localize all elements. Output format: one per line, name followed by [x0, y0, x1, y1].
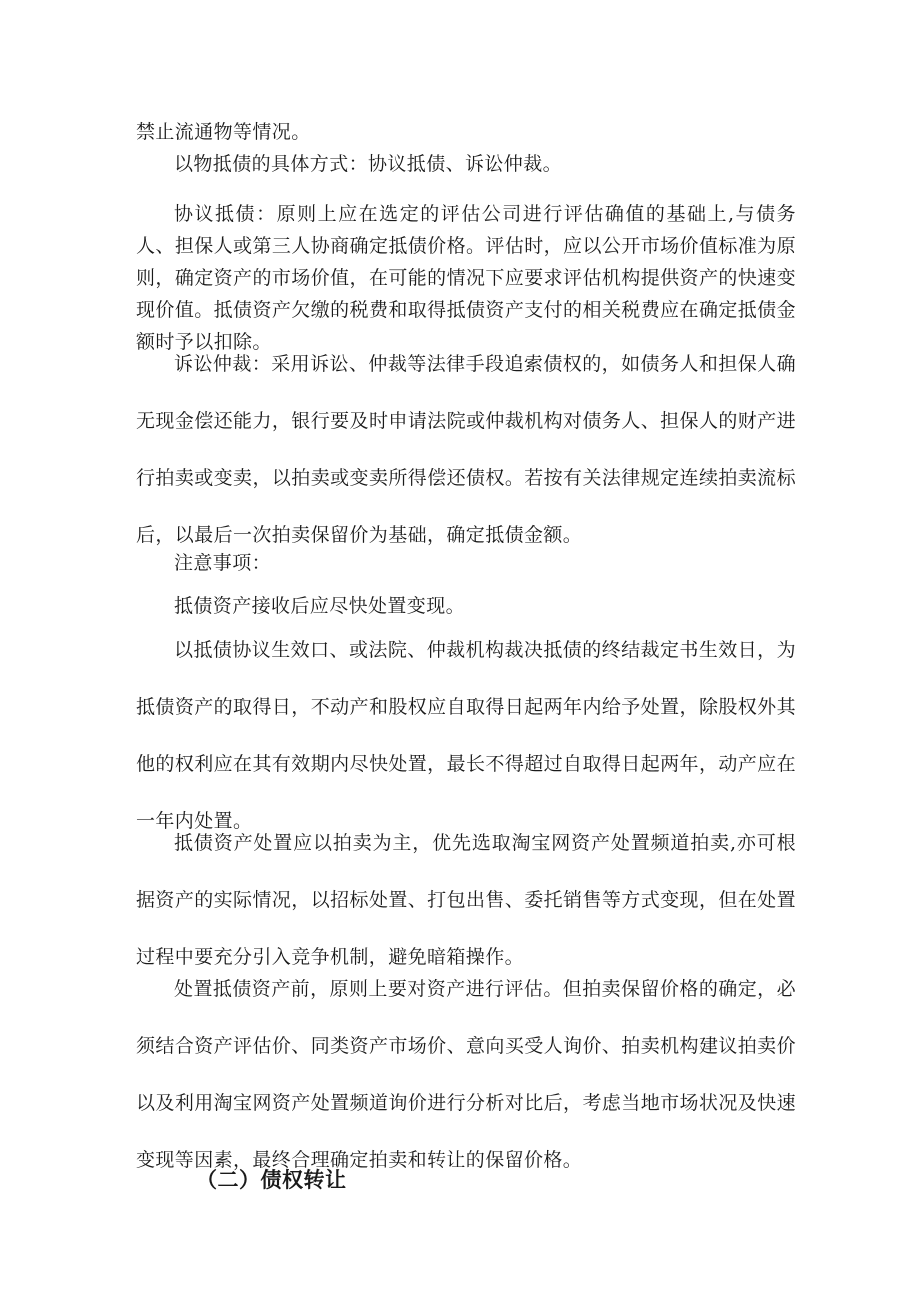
paragraph-auction-disposal: 抵债资产处置应以拍卖为主，优先选取淘宝网资产处置频道拍卖,亦可根据资产的实际情况，以招标处置、打包出售、委托销售等方式变现，但在处置过程中要充分引入竞争机制，避免暗箱操作。	[136, 832, 796, 968]
paragraph-quick-disposal: 抵债资产接收后应尽快处置变现。	[174, 595, 466, 617]
paragraph-continuation: 禁止流通物等情况。	[136, 121, 311, 143]
paragraph-acquisition-date: 以抵债协议生效口、或法院、仲裁机构裁决抵债的终结裁定书生效日，为抵债资产的取得日，不动产和股权应自取得日起两年内给予处置，除股权外其他的权利应在其有效期内尽快处置，最长不得超过自取得日起两年，动产应在一年内处置。	[136, 639, 796, 832]
paragraph-litigation-arbitration: 诉讼仲裁：采用诉讼、仲裁等法律手段追索债权的，如债务人和担保人确无现金偿还能力，银行要及时申请法院或仲裁机构对债务人、担保人的财产进行拍卖或变卖，以拍卖或变卖所得偿还债权。若按有关法律规定连续拍卖流标后，以最后一次拍卖保留价为基础，确定抵债金额。	[136, 353, 796, 546]
paragraph-notes-label: 注意事项：	[174, 552, 272, 574]
paragraph-valuation: 处置抵债资产前，原则上要对资产进行评估。但拍卖保留价格的确定，必须结合资产评估价、同类资产市场价、意向买受人询价、拍卖机构建议拍卖价以及利用淘宝网资产处置频道询价进行分析对比后，考虑当地市场状况及快速变现等因素，最终合理确定拍卖和转让的保留价格。	[136, 978, 796, 1171]
section-heading: （二）债权转让	[196, 1168, 347, 1192]
paragraph-methods-intro: 以物抵债的具体方式：协议抵债、诉讼仲裁。	[174, 153, 563, 175]
paragraph-agreement-settlement: 协议抵债：原则上应在选定的评估公司进行评估确值的基础上,与债务人、担保人或第三人协商确定抵债价格。评估时，应以公开市场价值标准为原则，确定资产的市场价值，在可能的情况下应要求评估机构提供资产的快速变现价值。抵债资产欠缴的税费和取得抵债资产支付的相关税费应在确定抵债金额时予以扣除。	[136, 203, 796, 353]
